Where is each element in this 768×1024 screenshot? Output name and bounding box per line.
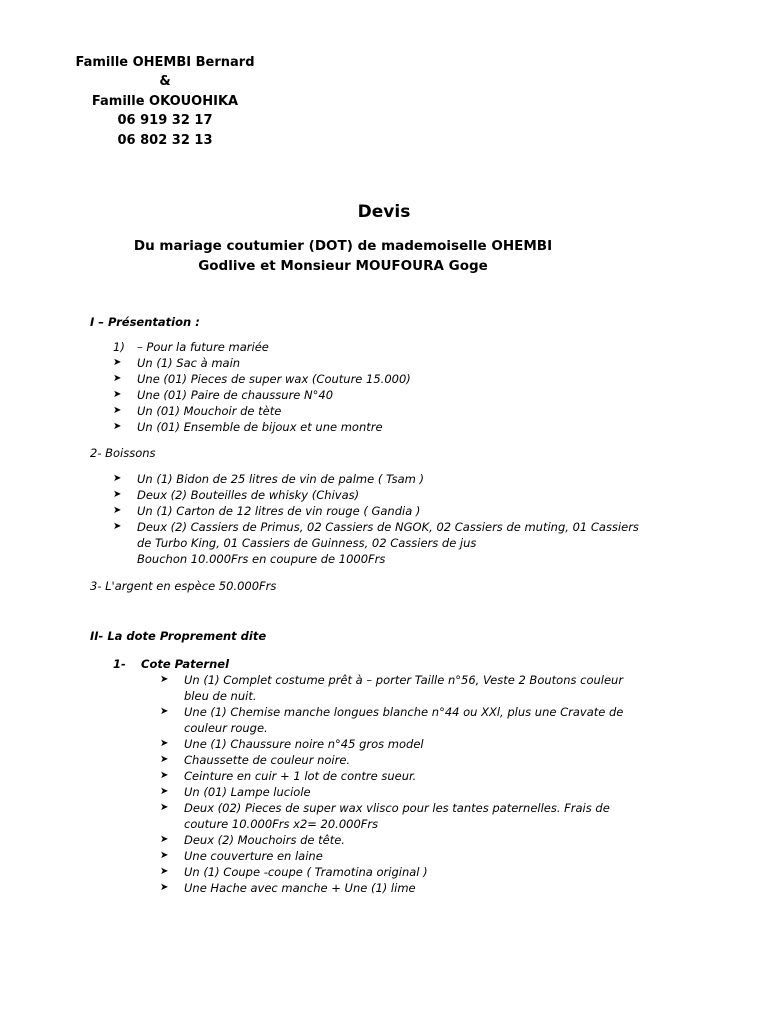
section4-list [160,672,674,896]
section2-heading: 2- Boissons [90,446,156,460]
list-item: ➤ Un (1) Complet costume prêt à – porter Taille n°56, Veste 2 Boutons couleur bleu de nuit. [160,673,624,703]
arrow-bullet-icon: ➤ [113,505,122,516]
section2-list [113,471,697,567]
list-item: ➤ Un (1) Coupe -coupe ( Tramotina original ) [160,865,428,879]
subtitle-line1: Du mariage coutumier (DOT) de mademoiselle OHEMBI [133,238,553,254]
list-item: ➤ Chaussette de couleur noire. [160,753,351,767]
list-item: ➤ Un (1) Carton de 12 litres de vin rouge ( Gandia ) [113,504,421,518]
list-item: ➤ Un (1) Bidon de 25 litres de vin de palme ( Tsam ) [113,472,425,486]
arrow-bullet-icon: ➤ [113,473,122,484]
header-family2: Famille OKOUOHIKA [91,94,239,109]
arrow-bullet-icon: ➤ [160,674,169,685]
section1-list [113,339,697,435]
arrow-bullet-icon: ➤ [113,489,122,500]
list-item [113,519,697,567]
arrow-bullet-icon: ➤ [113,405,122,416]
header-phone1: 06 919 32 17 [117,113,213,128]
list-item: ➤ Une (1) Chemise manche longues blanche n°44 ou XXl, plus une Cravate de couleur rouge. [160,705,624,735]
subtitle-line2: Godlive et Monsieur MOUFOURA Goge [198,258,488,274]
section3-heading: 3- L'argent en espèce 50.000Frs [90,579,277,593]
header-phone2: 06 802 32 13 [117,133,213,148]
arrow-bullet-icon: ➤ [160,706,169,717]
section1-subitem [113,339,697,355]
list-item: ➤ Un (1) Sac à main [113,356,241,370]
arrow-bullet-icon: ➤ [160,738,169,749]
list-item: ➤ Deux (02) Pieces de super wax vlisco pour les tantes paternelles. Frais de couture 10.000Frs x2= 20.000Frs [160,801,610,831]
arrow-bullet-icon: ➤ [113,373,122,384]
list-item: ➤ Ceinture en cuir + 1 lot de contre sueur. [160,769,417,783]
section1-heading: I – Présentation : [90,315,200,329]
section1-subitem-number: 1) [113,340,125,354]
page-subtitle [0,236,686,276]
list-item-line: de Turbo King, 01 Cassiers de Guinness, 02 Cassiers de jus [137,536,477,550]
arrow-bullet-icon: ➤ [160,802,169,813]
list-item: ➤ Un (01) Lampe luciole [160,785,311,799]
arrow-bullet-icon: ➤ [160,834,169,845]
list-item-line: Bouchon 10.000Frs en coupure de 1000Frs [137,552,386,566]
page-title: Devis [357,202,411,222]
arrow-bullet-icon: ➤ [113,421,122,432]
list-item: ➤ Un (01) Mouchoir de tète [113,404,282,418]
section4-subheading [113,656,229,672]
arrow-bullet-icon: ➤ [160,770,169,781]
header-ampersand: & [159,74,171,89]
list-item: ➤ Une (01) Pieces de super wax (Couture 15.000) [113,372,411,386]
section1-subitem-label: – Pour la future mariée [137,340,269,354]
list-item: ➤ Deux (2) Bouteilles de whisky (Chivas) [113,488,360,502]
arrow-bullet-icon: ➤ [160,882,169,893]
list-item: ➤ Une couverture en laine [160,849,323,863]
arrow-bullet-icon: ➤ [160,850,169,861]
section4-sub-number: 1- [113,657,126,671]
section4-sub-label: Cote Paternel [141,657,230,671]
list-item-line: Deux (2) Cassiers de Primus, 02 Cassiers de NGOK, 02 Cassiers de muting, 01 Cassiers [137,520,639,534]
arrow-bullet-icon: ➤ [113,389,122,400]
list-item: ➤ Deux (2) Mouchoirs de tête. [160,833,345,847]
list-item: ➤ Une (1) Chaussure noire n°45 gros model [160,737,424,751]
list-item: ➤ Un (01) Ensemble de bijoux et une montre [113,420,383,434]
arrow-bullet-icon: ➤ [160,786,169,797]
list-item: ➤ Une Hache avec manche + Une (1) lime [160,881,416,895]
arrow-bullet-icon: ➤ [113,357,122,368]
header-family1: Famille OHEMBI Bernard [75,55,255,70]
arrow-bullet-icon: ➤ [160,866,169,877]
list-item: ➤ Une (01) Paire de chaussure N°40 [113,388,334,402]
arrow-bullet-icon: ➤ [160,754,169,765]
arrow-bullet-icon: ➤ [113,521,122,532]
section4-heading: II- La dote Proprement dite [90,629,267,643]
